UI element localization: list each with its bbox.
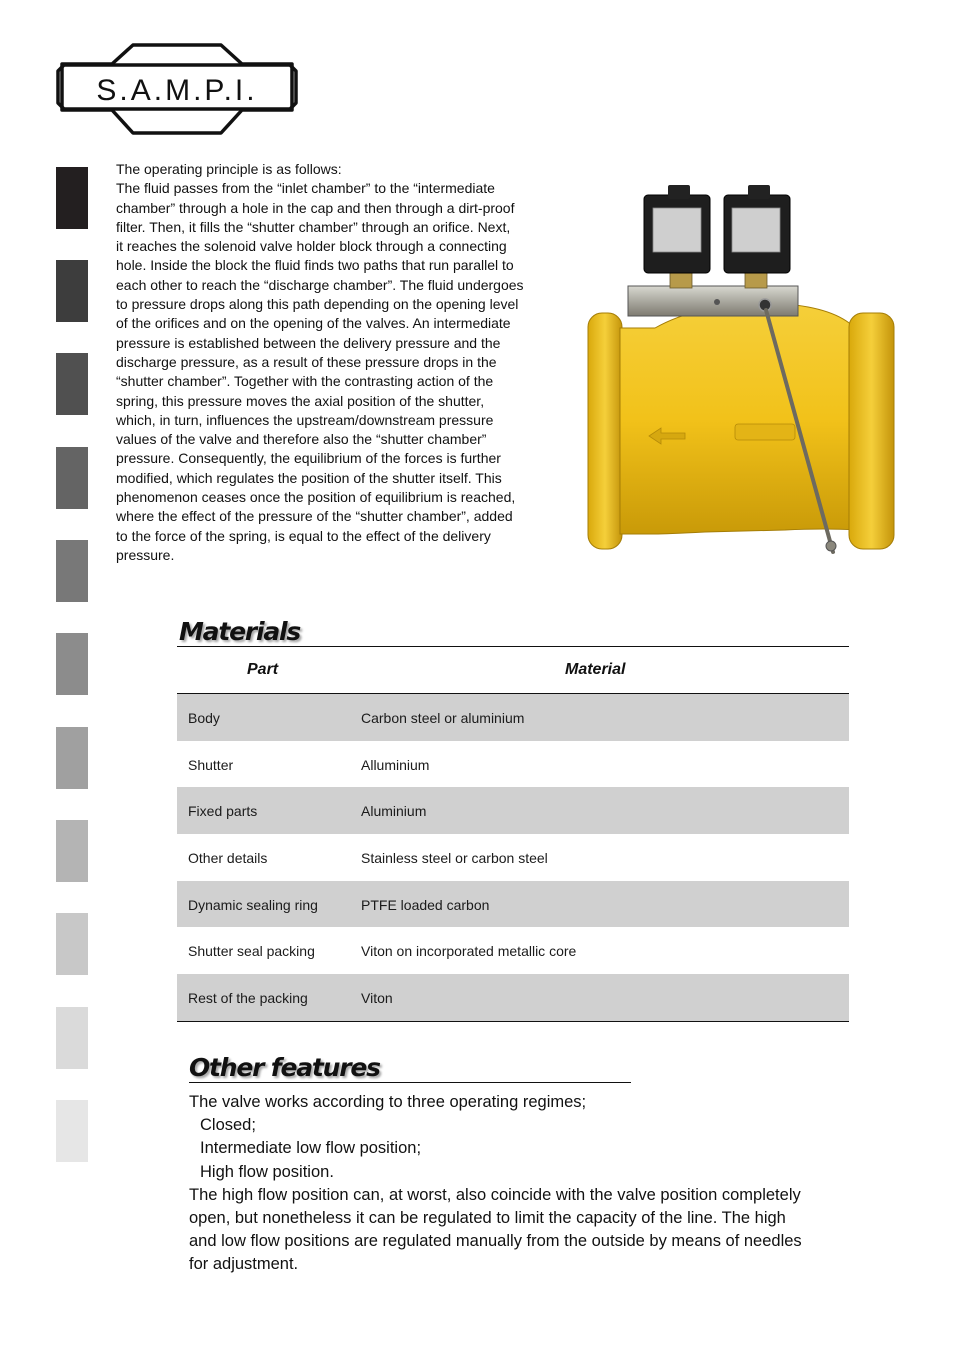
table-row xyxy=(177,741,849,788)
materials-rows xyxy=(177,694,849,1022)
logo-text: S.A.M.P.I. xyxy=(96,74,258,107)
cell-material: Carbon steel or aluminium xyxy=(361,710,525,726)
cell-material: Viton xyxy=(361,990,393,1007)
table-row xyxy=(177,787,849,834)
regime-item: Closed; xyxy=(200,1116,256,1135)
cell-part: Dynamic sealing ring xyxy=(188,896,318,913)
intro-line: filter. Then, it fills the “shutter chamber” through an orifice. Next, xyxy=(116,218,511,235)
intro-line: pressure. xyxy=(116,546,175,563)
intro-line: of the orifices and on the opening of the valves. An intermediate xyxy=(116,315,511,332)
intro-line: phenomenon ceases once the position of equilibrium is reached, xyxy=(116,489,516,506)
cell-part: Fixed parts xyxy=(188,803,258,820)
intro-line: values of the valve and therefore also the “shutter chamber” xyxy=(116,431,487,448)
cell-part: Shutter seal packing xyxy=(188,943,315,960)
cell-material: PTFE loaded carbon xyxy=(361,896,490,913)
materials-heading: Materials xyxy=(179,617,301,646)
intro-line: where the effect of the pressure of the “shutter chamber”, added xyxy=(116,508,513,525)
table-bottom-rule xyxy=(177,1021,849,1022)
materials-heading-rule xyxy=(177,646,849,647)
table-row xyxy=(177,834,849,881)
intro-line: which, in turn, influences the upstream/downstream pressure xyxy=(116,411,494,428)
table-row xyxy=(177,927,849,974)
features-paragraph-line: for adjustment. xyxy=(189,1255,299,1274)
cell-part: Other details xyxy=(188,850,268,867)
cell-part: Rest of the packing xyxy=(188,990,308,1007)
operating-principle-text xyxy=(116,160,556,565)
features-paragraph-line: and low flow positions are regulated manually from the outside by means of needles xyxy=(189,1232,802,1251)
features-paragraph-line: open, but nonetheless it can be regulated to limit the capacity of the line. The high xyxy=(189,1209,786,1228)
intro-line: pressure is established between the delivery pressure and the xyxy=(116,334,501,351)
side-tab xyxy=(56,447,88,509)
side-tab xyxy=(56,260,88,322)
column-header-part: Part xyxy=(247,661,279,678)
intro-line: pressure. Consequently, the equilibrium of the forces is further xyxy=(116,450,501,467)
table-row xyxy=(177,974,849,1021)
other-features-heading: Other features xyxy=(189,1053,380,1082)
intro-line: hole. Inside the block the fluid finds two paths that run parallel to xyxy=(116,257,514,274)
regime-item: High flow position. xyxy=(200,1162,334,1181)
sampi-logo xyxy=(56,42,298,136)
cell-part: Shutter xyxy=(188,756,234,773)
table-row xyxy=(177,694,849,741)
cell-material: Viton on incorporated metallic core xyxy=(361,943,577,960)
side-tab xyxy=(56,727,88,789)
intro-line: The fluid passes from the “inlet chamber” to the “intermediate xyxy=(116,180,495,197)
intro-line: chamber” through a hole in the cap and then through a dirt-proof xyxy=(116,199,515,216)
side-tab xyxy=(56,633,88,695)
side-tab xyxy=(56,1100,88,1162)
side-tab xyxy=(56,1007,88,1069)
column-header-material: Material xyxy=(565,661,626,678)
other-features-heading-rule xyxy=(189,1082,631,1083)
intro-line: each other to reach the “discharge chamber”. The fluid undergoes xyxy=(116,276,524,293)
features-paragraph-line: The high flow position can, at worst, also coincide with the valve position completely xyxy=(189,1185,801,1204)
intro-line: to pressure drops along this path depending on the opening level xyxy=(116,296,519,313)
intro-line: it reaches the solenoid valve holder block through a connecting xyxy=(116,238,507,255)
regime-item: Intermediate low flow position; xyxy=(200,1139,422,1158)
features-intro: The valve works according to three operating regimes; xyxy=(189,1093,587,1111)
cell-material: Alluminium xyxy=(361,756,430,773)
side-tab xyxy=(56,353,88,415)
intro-line: to the force of the spring, is equal to the effect of the delivery xyxy=(116,527,491,544)
cell-material: Aluminium xyxy=(361,803,427,820)
valve-photo xyxy=(585,180,901,564)
side-tab xyxy=(56,820,88,882)
intro-line: The operating principle is as follows: xyxy=(116,161,342,177)
intro-line: modified, which regulates the position of the shutter itself. This xyxy=(116,469,502,486)
cell-part: Body xyxy=(188,710,220,726)
side-tab xyxy=(56,540,88,602)
intro-line: spring, this pressure moves the axial position of the shutter, xyxy=(116,392,485,409)
intro-line: discharge pressure, as a result of these pressure drops in the xyxy=(116,353,497,370)
cell-material: Stainless steel or carbon steel xyxy=(361,850,548,867)
table-row xyxy=(177,881,849,928)
intro-line: “shutter chamber”. Together with the contrasting action of the xyxy=(116,373,494,390)
side-tab xyxy=(56,913,88,975)
other-features-text xyxy=(189,1091,869,1277)
side-tab xyxy=(56,167,88,229)
